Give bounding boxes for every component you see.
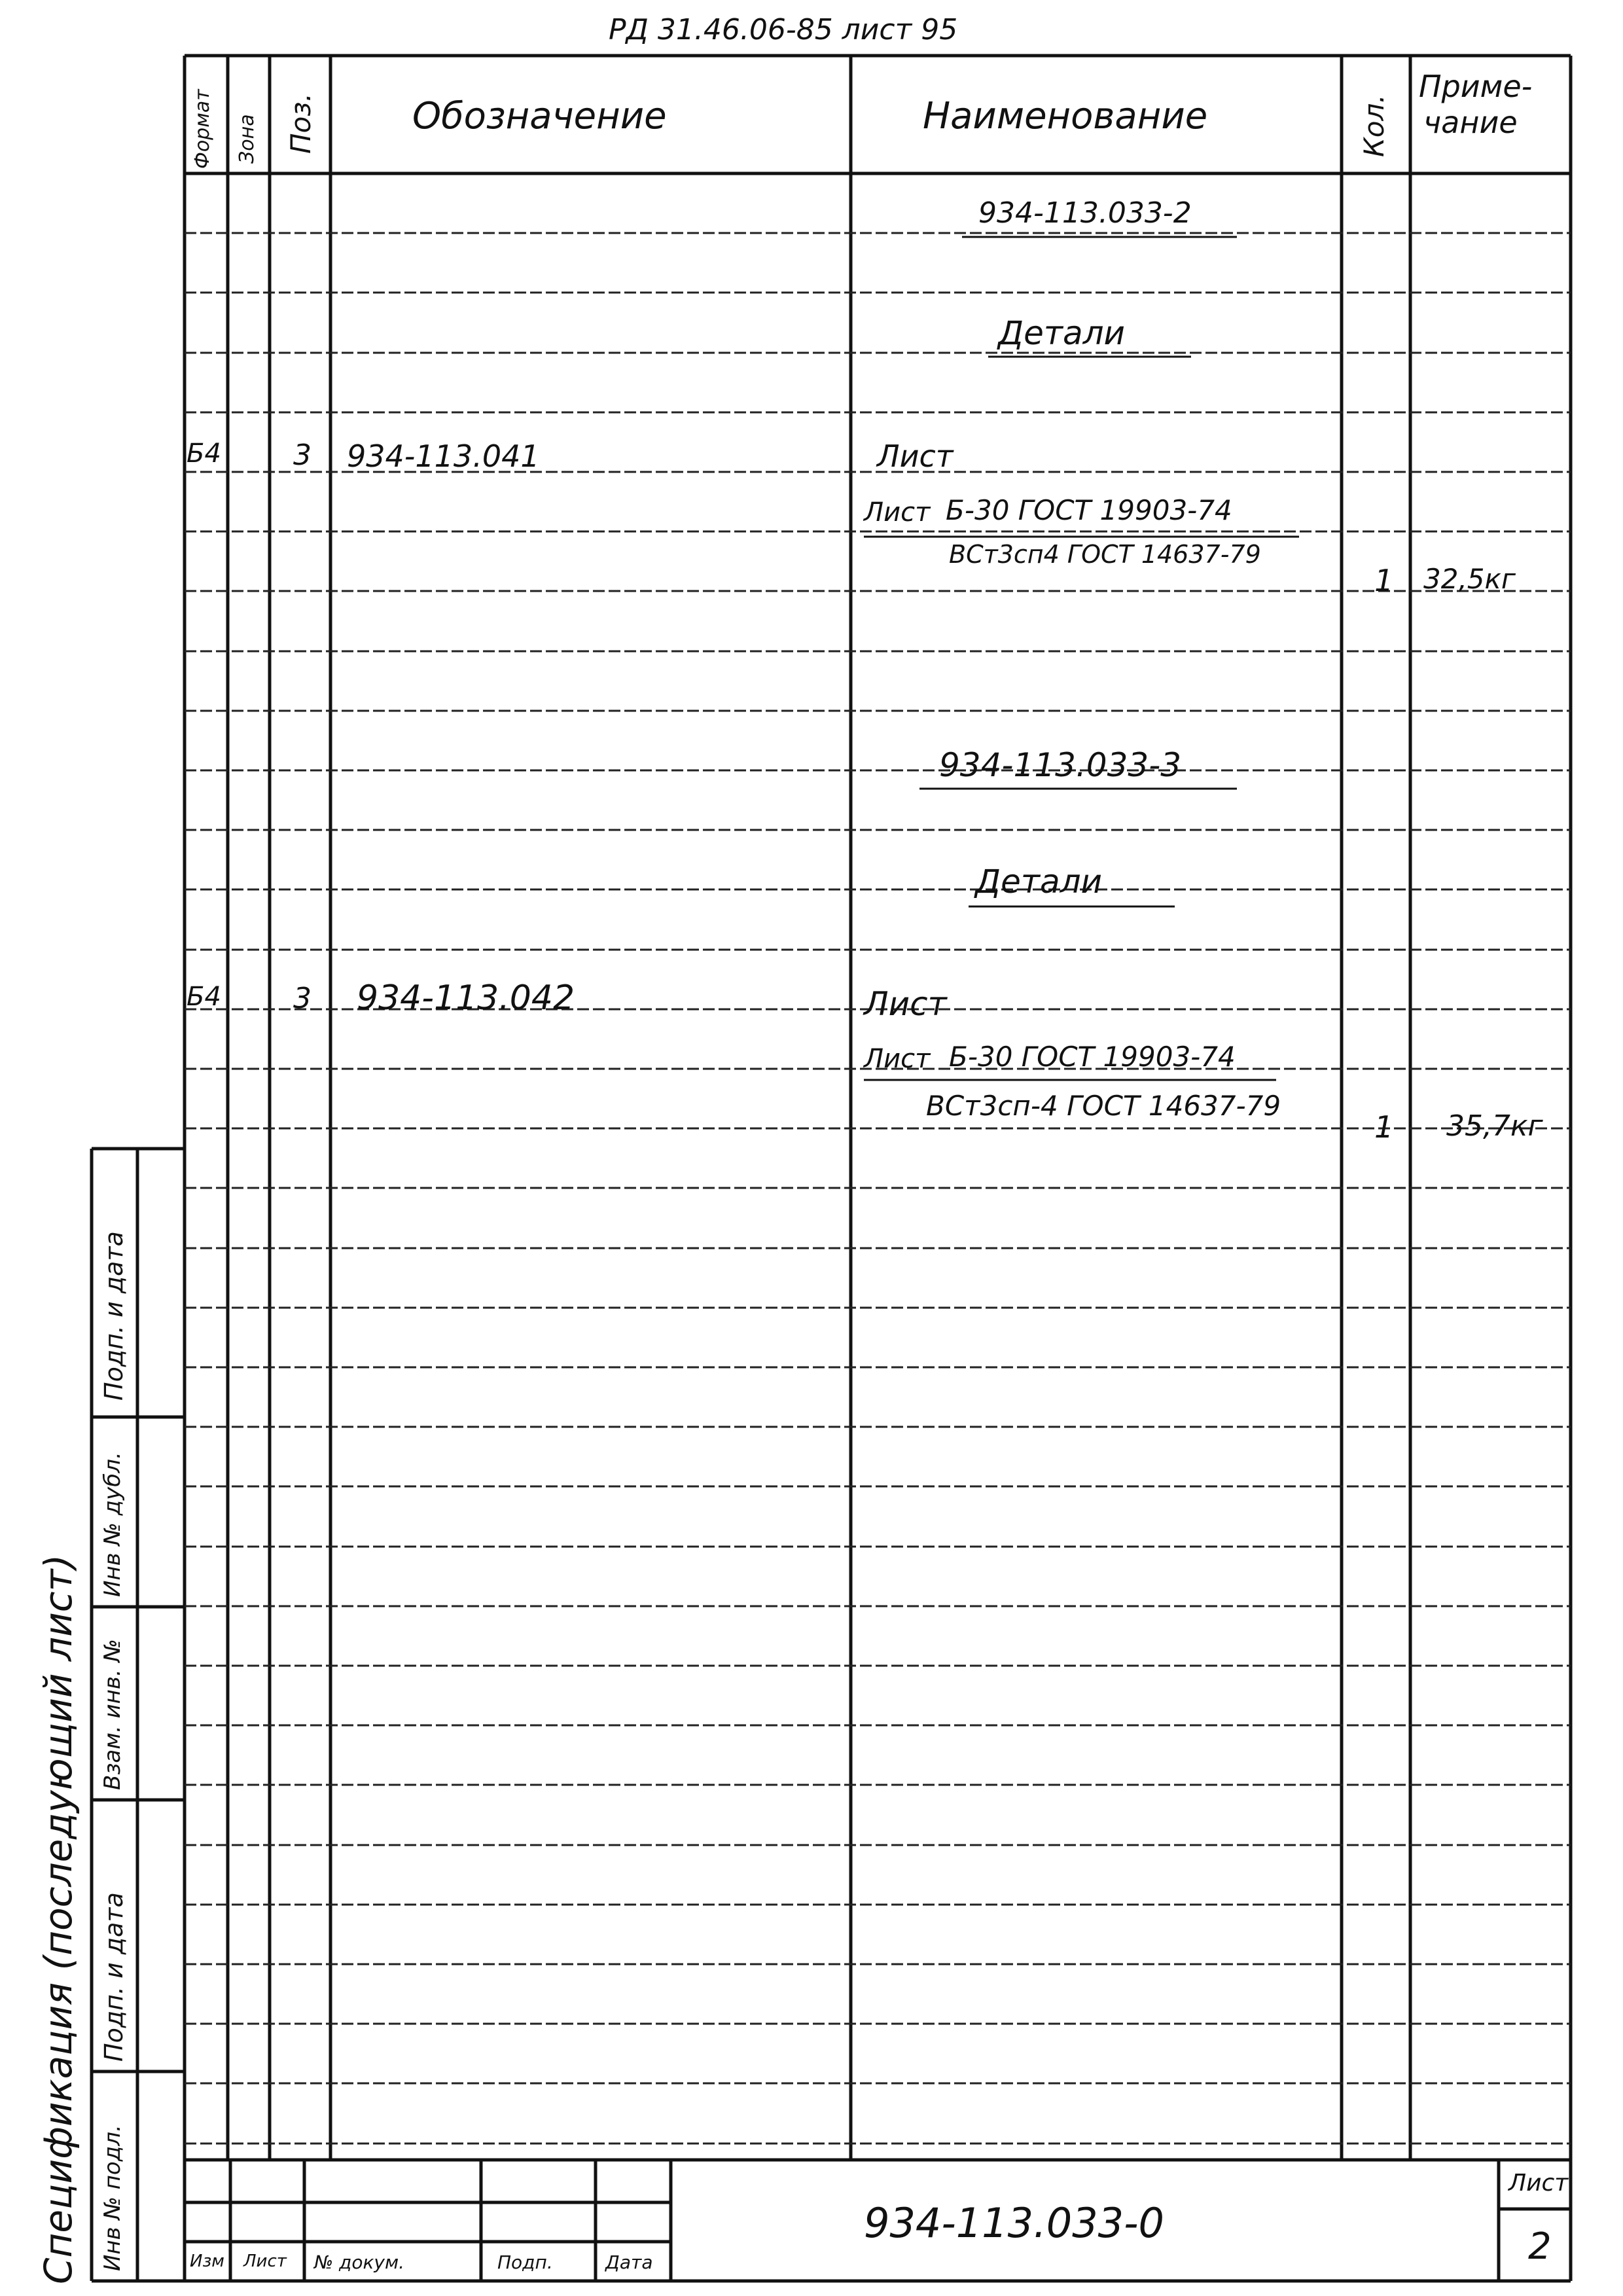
stamp-vzam-inv: Взам. инв. №	[99, 1639, 126, 1790]
group2-title: 934-113.033-3	[939, 746, 1182, 784]
item2-format: Б4	[187, 982, 221, 1012]
column-zone-header: Зона	[236, 114, 259, 164]
title-col-data: Дата	[605, 2251, 653, 2273]
title-col-list: Лист	[243, 2251, 287, 2271]
item1-name: Лист	[877, 439, 954, 474]
item1-note: 32,5кг	[1423, 563, 1516, 595]
group1-title: 934-113.033-2	[978, 196, 1192, 230]
sheet-label: Лист	[1508, 2170, 1569, 2197]
sheet-number: 2	[1528, 2225, 1552, 2268]
title-col-doc: № докум.	[314, 2251, 405, 2273]
item2-qty: 1	[1374, 1109, 1394, 1145]
item1-qty: 1	[1374, 563, 1394, 598]
item1-pos: 3	[293, 439, 312, 472]
item2-material-top: Б-30 ГОСТ 19903-74	[949, 1041, 1236, 1073]
item2-material-prefix: Лист	[864, 1044, 931, 1074]
item1-material-prefix: Лист	[864, 497, 931, 528]
title-col-podp: Подп.	[497, 2251, 553, 2273]
stamp-podp-data-2: Подп. и дата	[99, 1892, 128, 2062]
stamp-podp-data-1: Подп. и дата	[99, 1231, 128, 1401]
stamp-inv-dubl: Инв № дубл.	[99, 1452, 126, 1597]
item2-designation: 934-113.042	[357, 978, 575, 1018]
item1-material-top: Б-30 ГОСТ 19903-74	[946, 494, 1232, 526]
item2-note: 35,7кг	[1446, 1109, 1543, 1143]
document-number: 934-113.033-0	[864, 2199, 1164, 2247]
column-qty-header: Кол.	[1358, 94, 1390, 157]
item1-format: Б4	[187, 439, 221, 469]
column-pos-header: Поз.	[285, 93, 317, 154]
column-name-header: Наименование	[923, 95, 1208, 137]
stamp-inv-podl: Инв № подл.	[99, 2125, 126, 2271]
document-code-header: РД 31.46.06-85 лист 95	[609, 13, 958, 46]
column-note-header-line2: чание	[1423, 105, 1518, 140]
item2-material-bottom: ВСт3сп-4 ГОСТ 14637-79	[926, 1090, 1281, 1122]
item1-designation: 934-113.041	[347, 439, 540, 474]
column-designation-header: Обозначение	[412, 95, 667, 137]
column-format-header: Формат	[191, 89, 214, 169]
item2-pos: 3	[293, 982, 312, 1015]
group2-section-title: Детали	[975, 863, 1103, 901]
item1-material-bottom: ВСт3сп4 ГОСТ 14637-79	[949, 540, 1261, 569]
title-col-izm: Изм	[190, 2251, 224, 2271]
group1-section-title: Детали	[998, 314, 1126, 352]
column-note-header-line1: Приме-	[1419, 69, 1533, 104]
item2-name: Лист	[864, 985, 947, 1023]
side-document-title: Спецификация (последующий лист)	[36, 1554, 80, 2284]
